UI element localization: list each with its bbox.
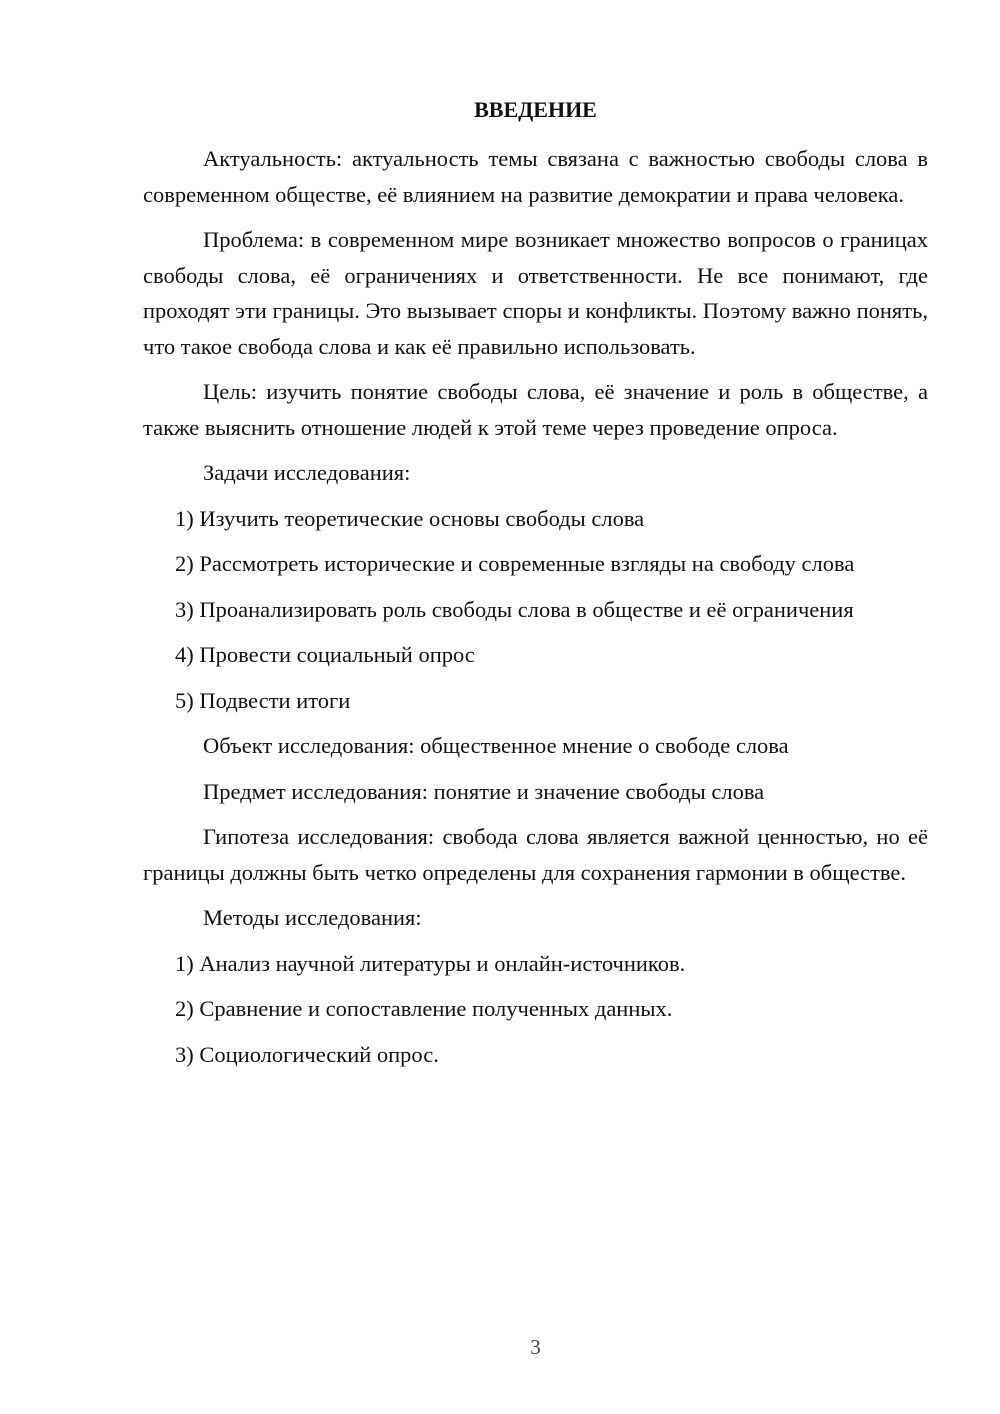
list-item-task: 4) Провести социальный опрос xyxy=(175,642,475,667)
list-item-method: 2) Сравнение и сопоставление полученных данных. xyxy=(175,996,673,1021)
object-paragraph: Объект исследования: общественное мнение о свободе слова xyxy=(203,733,789,758)
list-item-task: 3) Проанализировать роль свободы слова в обществе и её ограничения xyxy=(175,596,854,622)
tasks-heading: Задачи исследования: xyxy=(203,460,411,485)
list-item-task: 1) Изучить теоретические основы свободы слова xyxy=(175,505,645,531)
problem-paragraph: Проблема: в современном мире возникает множество вопросов о границах свободы слова, её ограничениях и ответственности. Не все понимают, где проходят эти границы. Это вызывает споры и конфликты. Поэтому важно понять, что такое свобода слова и как её правильно использовать. xyxy=(143,227,928,359)
document-page xyxy=(143,0,928,1414)
goal-paragraph: Цель: изучить понятие свободы слова, её значение и роль в обществе, а также выяснить отношение людей к этой теме через проведение опроса. xyxy=(143,379,928,440)
methods-heading: Методы исследования: xyxy=(203,905,422,930)
list-item-task: 5) Подвести итоги xyxy=(175,687,351,713)
relevance-paragraph: Актуальность: актуальность темы связана с важностью свободы слова в современном обществе, её влиянием на развитие демократии и права человека. xyxy=(143,146,928,207)
list-item-method: 1) Анализ научной литературы и онлайн-источников. xyxy=(175,950,686,976)
hypothesis-paragraph: Гипотеза исследования: свобода слова является важной ценностью, но её границы должны быть четко определены для сохранения гармонии в обществе. xyxy=(143,824,928,885)
document-body xyxy=(143,141,928,1082)
list-item-method: 3) Социологический опрос. xyxy=(175,1041,439,1067)
subject-paragraph: Предмет исследования: понятие и значение свободы слова xyxy=(203,778,765,804)
page-number: 3 xyxy=(530,1335,541,1359)
section-title: ВВЕДЕНИЕ xyxy=(474,97,597,122)
list-item-task: 2) Рассмотреть исторические и современные взгляды на свободу слова xyxy=(175,551,855,576)
